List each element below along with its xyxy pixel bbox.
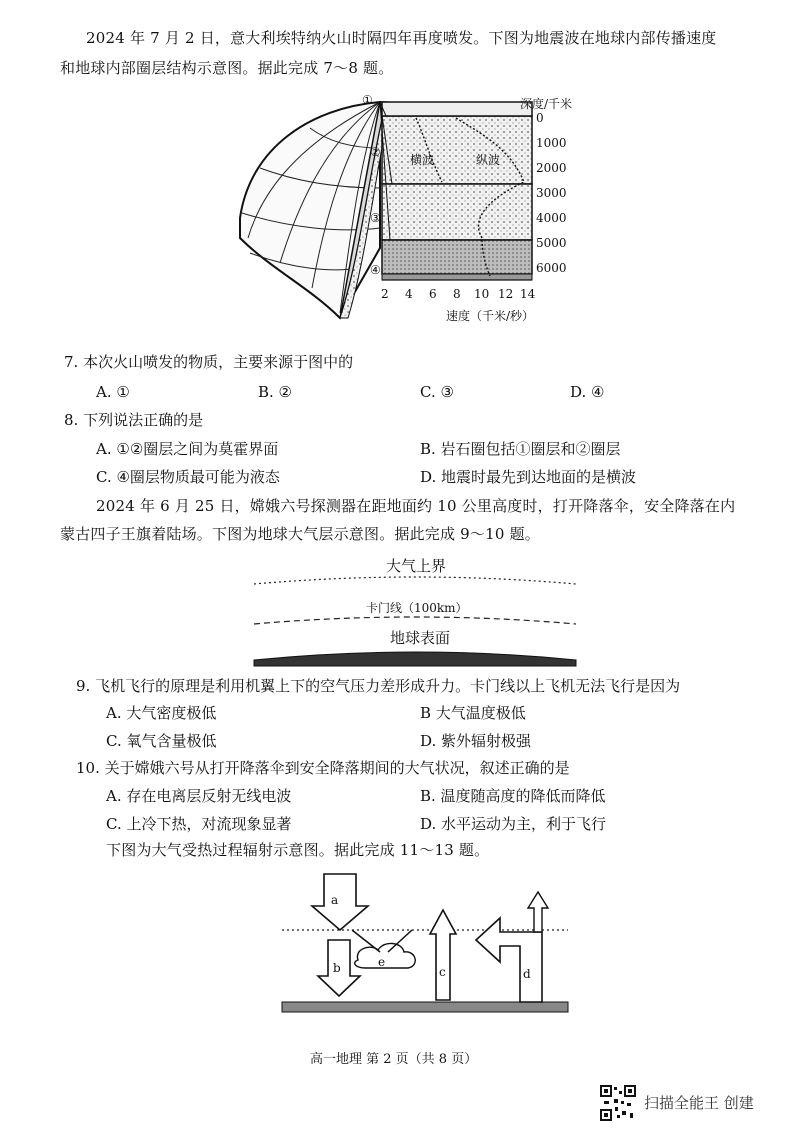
s-wave-label: 横波: [410, 153, 435, 167]
depth-tick: 6000: [536, 261, 567, 275]
speed-tick: 14: [520, 287, 536, 301]
page-footer: 高一地理 第 2 页（共 8 页）: [310, 1052, 478, 1067]
q8-option-a: A. ①②圈层之间为莫霍界面: [96, 440, 279, 458]
depth-tick: 2000: [536, 161, 567, 175]
q8-option-d: D. 地震时最先到达地面的是横波: [420, 468, 637, 486]
depth-tick: 5000: [536, 236, 567, 250]
arrow-c: [430, 910, 456, 1000]
label-e: e: [378, 955, 386, 969]
q8-stem: 8. 下列说法正确的是: [64, 411, 204, 429]
q7-option-b: B. ②: [258, 383, 293, 401]
scanner-watermark: 扫描全能王 创建: [644, 1094, 754, 1112]
intro-2-line-1: 2024 年 6 月 25 日，嫦娥六号探测器在距地面约 10 公里高度时，打开降落伞，安全降落在内: [96, 497, 736, 515]
q10-option-b: B. 温度随高度的降低而降低: [420, 787, 606, 805]
q7-stem: 7. 本次火山喷发的物质，主要来源于图中的: [64, 353, 354, 371]
q8-option-b: B. 岩石圈包括①圈层和②圈层: [420, 440, 621, 458]
karman-line: [254, 617, 576, 624]
q8-option-c: C. ④圈层物质最可能为液态: [96, 468, 280, 486]
intro-1-line-1: 2024 年 7 月 2 日，意大利埃特纳火山时隔四年再度喷发。下图为地震波在地球内部传播速度: [86, 29, 717, 47]
arrow-a: [312, 874, 368, 930]
intro-3-line-1: 下图为大气受热过程辐射示意图。据此完成 11～13 题。: [106, 841, 490, 859]
q10-stem: 10. 关于嫦娥六号从打开降落伞到安全降落期间的大气状况，叙述正确的是: [76, 759, 570, 777]
q10-option-c: C. 上冷下热，对流现象显著: [106, 815, 292, 833]
speed-tick: 2: [381, 287, 389, 301]
earth-surface-label: 地球表面: [390, 629, 451, 647]
depth-axis-label: 深度/千米: [520, 97, 573, 111]
intro-1-line-2: 和地球内部圈层结构示意图。据此完成 7～8 题。: [60, 59, 394, 77]
p-wave-label: 纵波: [476, 153, 501, 167]
earth-surface: [254, 652, 576, 666]
q9-option-c: C. 氧气含量极低: [106, 732, 217, 750]
circle-label-2: ②: [370, 145, 381, 159]
depth-tick: 1000: [536, 136, 567, 150]
label-b: b: [333, 961, 341, 975]
arrow-d-up: [528, 892, 548, 932]
depth-tick: 3000: [536, 186, 567, 200]
speed-axis-label: 速度（千米/秒）: [446, 309, 535, 323]
q9-option-d: D. 紫外辐射极强: [420, 732, 532, 750]
depth-tick: 0: [536, 111, 544, 125]
upper-boundary-label: 大气上界: [386, 557, 447, 575]
q9-option-b: B 大气温度极低: [420, 704, 526, 722]
depth-tick: 4000: [536, 211, 567, 225]
q10-option-d: D. 水平运动为主，利于飞行: [420, 815, 607, 833]
circle-label-3: ③: [370, 211, 381, 225]
q7-option-d: D. ④: [570, 383, 605, 401]
qr-code-icon: [600, 1085, 636, 1121]
speed-tick: 8: [453, 287, 461, 301]
q9-option-a: A. 大气密度极低: [106, 704, 217, 722]
speed-tick: 10: [474, 287, 490, 301]
label-a: a: [331, 893, 339, 907]
circle-label-4: ④: [370, 263, 381, 277]
speed-tick: 12: [498, 287, 514, 301]
q10-option-a: A. 存在电离层反射无线电波: [106, 787, 292, 805]
label-d: d: [523, 967, 531, 981]
speed-tick: 6: [429, 287, 437, 301]
intro-2-line-2: 蒙古四子王旗着陆场。下图为地球大气层示意图。据此完成 9～10 题。: [60, 525, 540, 543]
circle-label-1: ①: [362, 93, 373, 107]
label-c: c: [439, 965, 446, 979]
q7-option-c: C. ③: [420, 383, 454, 401]
q9-stem: 9. 飞机飞行的原理是利用机翼上下的空气压力差形成升力。卡门线以上飞机无法飞行是因为: [76, 677, 681, 695]
heating-process-figure: [280, 868, 570, 1016]
q7-option-a: A. ①: [96, 383, 130, 401]
karman-line-label: 卡门线（100km）: [366, 601, 468, 615]
upper-boundary-line: [254, 577, 576, 584]
speed-tick: 4: [405, 287, 413, 301]
